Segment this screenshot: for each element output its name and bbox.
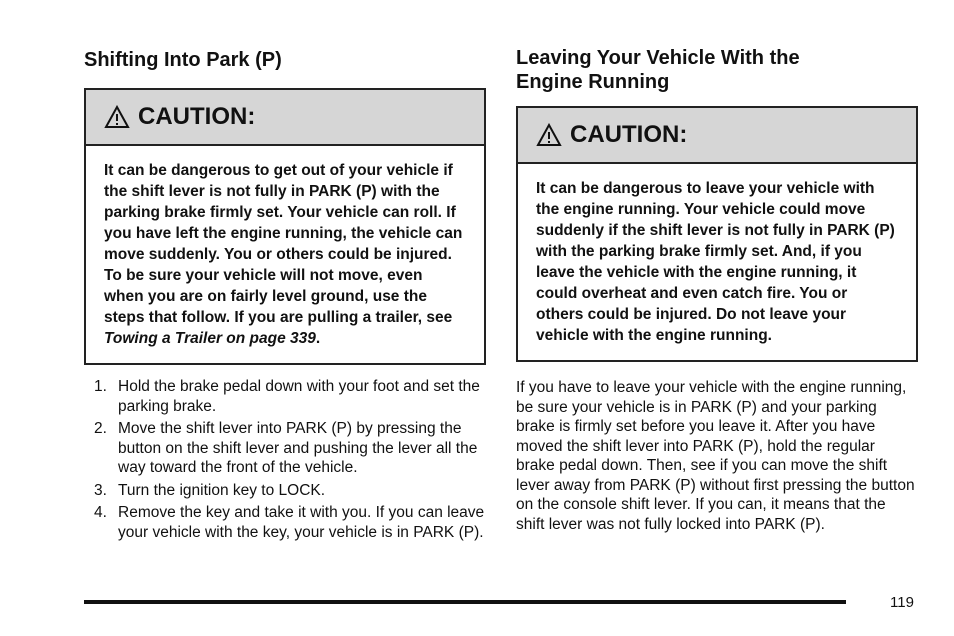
park-steps-list — [84, 377, 486, 542]
right-column — [516, 46, 918, 534]
left-column — [84, 46, 486, 545]
caution-label: CAUTION: — [138, 103, 256, 130]
warning-triangle-icon — [104, 105, 130, 129]
caution-box — [84, 88, 486, 365]
list-item: 2. Move the shift lever into PARK (P) by pressing the button on the shift lever and pushing the lever all the way toward the front of the vehicle. — [94, 420, 478, 476]
caution-header — [518, 108, 916, 164]
caution-box — [516, 106, 918, 362]
caution-text: It can be dangerous to leave your vehicle with the engine running. Your vehicle could move suddenly if the shift lever is not fully in PARK (P) with the parking brake firmly set. And, if you leave the vehicle with the engine running, it could overheat and even catch fire. You or others could be injured. Do not leave your vehicle with the engine running. — [536, 180, 895, 344]
caution-label: CAUTION: — [570, 121, 688, 148]
list-item: 1. Hold the brake pedal down with your foot and set the parking brake. — [94, 378, 480, 415]
section-heading-shifting-into-park: Shifting Into Park (P) — [84, 49, 282, 71]
warning-triangle-icon — [536, 123, 562, 147]
footer-rule — [84, 600, 846, 604]
body-paragraph: If you have to leave your vehicle with the engine running, be sure your vehicle is in PARK (P) and your parking brake is firmly set before you leave it. After you have moved the shift lever into PARK (P), hold the regular brake pedal down. Then, see if you can move the shift lever away from PARK (P) without first pressing the button on the console shift lever. If you can, it means that the shift lever was not fully locked into PARK (P). — [516, 379, 915, 533]
caution-text: It can be dangerous to get out of your vehicle if the shift lever is not fully in PARK (P) with the parking brake firmly set. Your vehicle can roll. If you have left the engine running, the vehicle can move suddenly. You or others could be injured. To be sure your vehicle will not move, even when you are on fairly level ground, use the steps that follow. If you are pulling a trailer, see Towing a Trailer on page 339. — [104, 162, 463, 347]
list-item: 3. Turn the ignition key to LOCK. — [94, 481, 326, 499]
section-heading-leaving-vehicle: Leaving Your Vehicle With the Engine Running — [516, 47, 800, 93]
caution-header — [86, 90, 484, 146]
list-item: 4. Remove the key and take it with you. If you can leave your vehicle with the key, your vehicle is in PARK (P). — [94, 504, 485, 541]
cross-reference-link: Towing a Trailer on page 339 — [104, 330, 316, 347]
page-number: 119 — [890, 594, 914, 611]
